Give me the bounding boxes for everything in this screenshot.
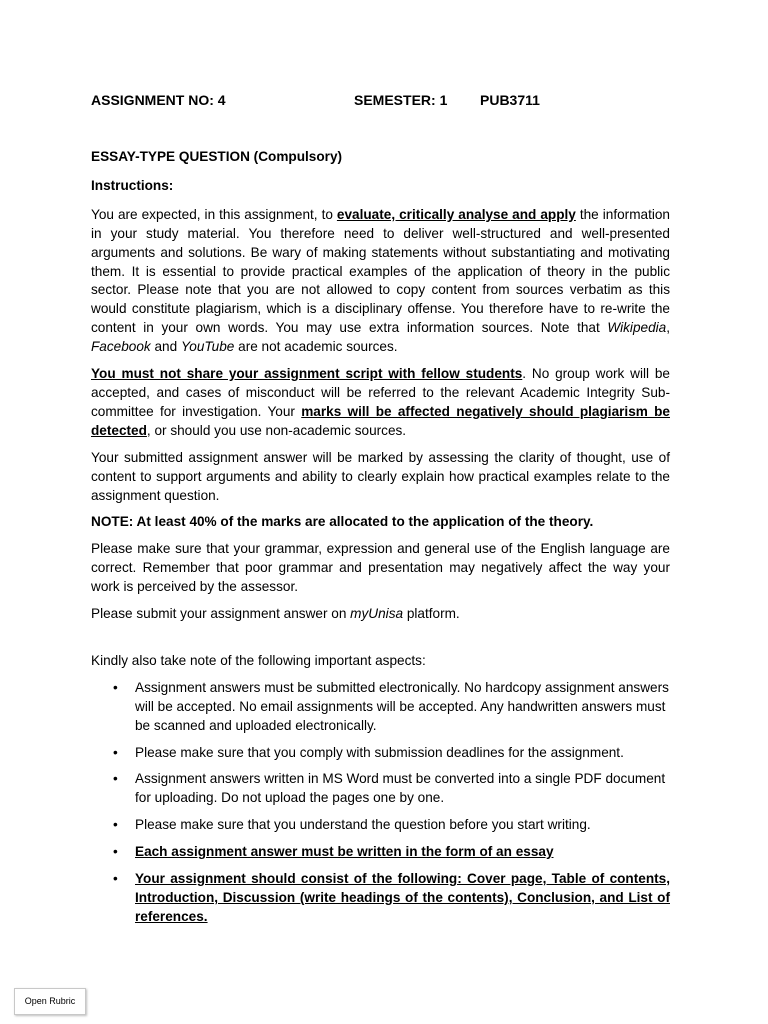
list-item: • Your assignment should consist of the following: Cover page, Table of contents, Introduction, Discussion (write headings of the contents), Conclusion, and List of references.	[113, 871, 670, 924]
document-body	[91, 148, 670, 935]
bullet-icon: •	[113, 844, 118, 860]
semester: SEMESTER: 1	[354, 92, 448, 108]
list-item: • Each assignment answer must be written in the form of an essay	[91, 843, 670, 862]
module-code: PUB3711	[480, 92, 540, 108]
instructions-paragraph-4: Please make sure that your grammar, expression and general use of the English language are correct. Remember that poor grammar and presentation may negatively affect the way your work is perceived by the assessor.	[91, 541, 670, 595]
list-item: • Assignment answers must be submitted electronically. No hardcopy assignment answers will be accepted. No email assignments will be accepted. Any handwritten answers must be scanned and uploaded electronically.	[113, 679, 669, 733]
marks-note: NOTE: At least 40% of the marks are allocated to the application of the theory.	[91, 514, 594, 530]
bullet-icon: •	[113, 871, 118, 887]
bullet-icon: •	[113, 679, 118, 695]
instructions-paragraph-1: You are expected, in this assignment, to evaluate, critically analyse and apply the information in your study material. You therefore need to deliver well-structured and well-presented arguments and solutions. Be wary of making statements without substantiating and motivating them. It is essential to provide practical examples of the application of theory in the public sector. Please note that you are not allowed to copy content from sources verbatim as this would constitute plagiarism, which is a disciplinary offense. You therefore have to re-write the content in your own words. You may use extra information sources. Note that Wikipedia, Facebook and YouTube are not academic sources.	[91, 206, 670, 355]
aspects-intro: Kindly also take note of the following important aspects:	[91, 652, 426, 668]
assignment-number: ASSIGNMENT NO: 4	[91, 92, 226, 108]
question-heading: ESSAY-TYPE QUESTION (Compulsory)	[91, 149, 343, 164]
list-item: • Assignment answers written in MS Word must be converted into a single PDF document for uploading. Do not upload the pages one by one.	[113, 771, 666, 806]
instructions-paragraph-5: Please submit your assignment answer on myUnisa platform.	[91, 606, 460, 622]
bullet-icon: •	[113, 744, 118, 760]
list-item: • Please make sure that you comply with submission deadlines for the assignment.	[91, 744, 670, 763]
instructions-paragraph-3: Your submitted assignment answer will be marked by assessing the clarity of thought, use of content to support arguments and ability to clearly explain how practical examples relate to the assignment question.	[91, 449, 670, 503]
instructions-paragraph-2: You must not share your assignment script with fellow students. No group work will be accepted, and cases of misconduct will be referred to the relevant Academic Integrity Sub-committee for investigation. Your marks will be affected negatively should plagiarism be detected, or should you use non-academic sources.	[91, 366, 670, 438]
bullet-icon: •	[113, 771, 118, 787]
aspects-list	[91, 679, 670, 927]
open-rubric-button[interactable]: Open Rubric	[14, 988, 86, 1015]
assignment-header	[91, 92, 691, 112]
instructions-label: Instructions:	[91, 177, 174, 193]
bullet-icon: •	[113, 817, 118, 833]
list-item: • Please make sure that you understand the question before you start writing.	[91, 816, 670, 835]
